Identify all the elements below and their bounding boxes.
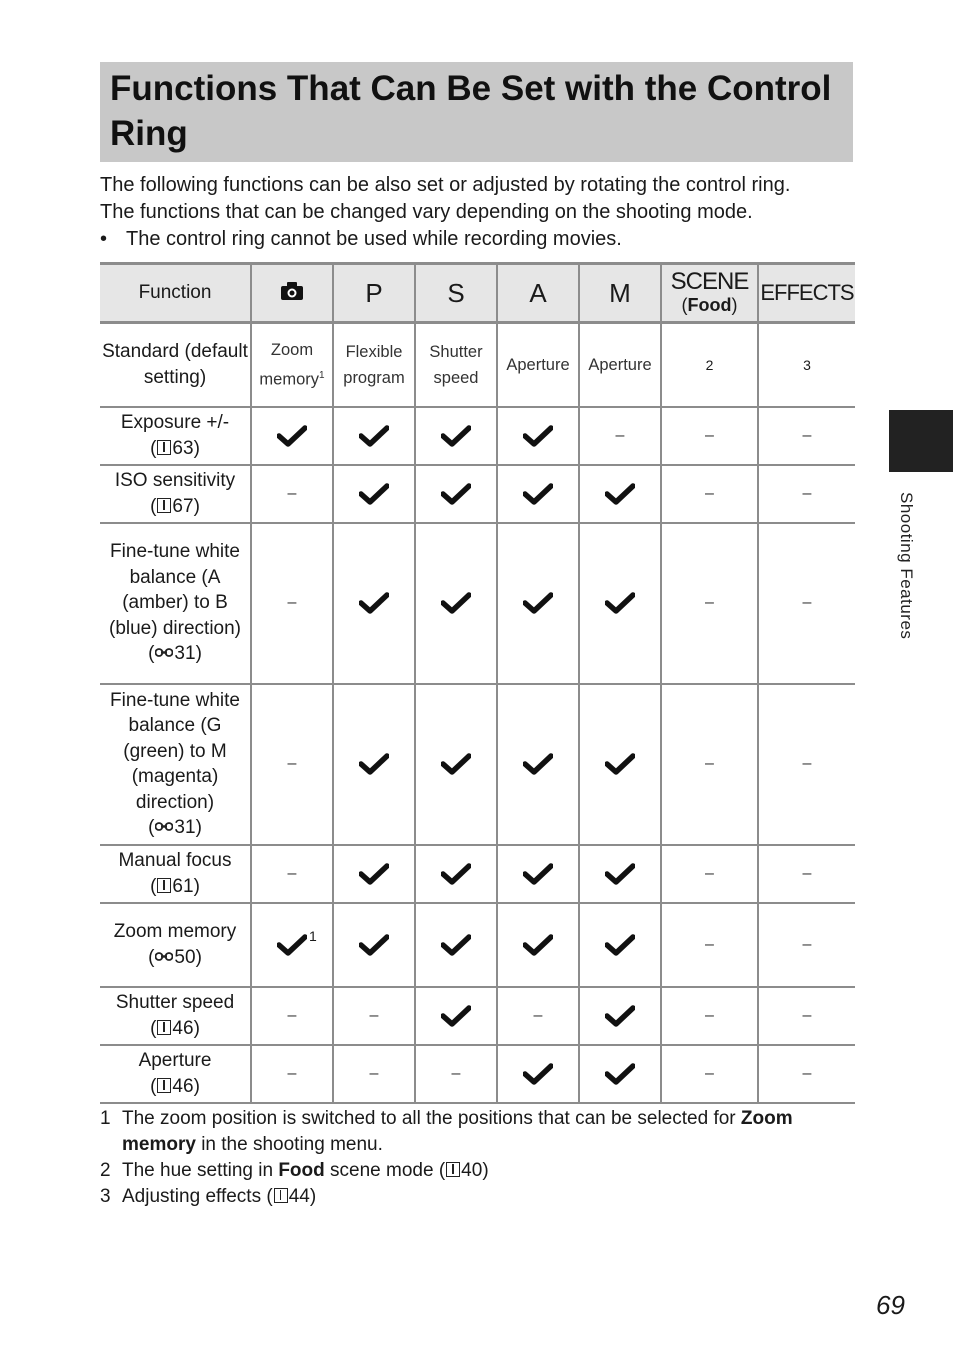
- cell-scene: –: [661, 465, 758, 523]
- cell-m: [579, 684, 661, 845]
- cell-a: [497, 407, 579, 465]
- check-icon: [441, 934, 471, 956]
- intro-text: [100, 172, 860, 253]
- check-icon: [359, 934, 389, 956]
- check-icon: [359, 863, 389, 885]
- cell-effects: 3: [758, 323, 855, 407]
- book-reference-icon: [157, 878, 171, 893]
- cell-scene: –: [661, 987, 758, 1045]
- table-row: [100, 684, 855, 845]
- reference-section-icon: [155, 949, 173, 964]
- cell-scene: –: [661, 903, 758, 987]
- cell-a: –: [497, 987, 579, 1045]
- row-label: Shutter speed ( 46): [100, 987, 251, 1045]
- check-icon: [605, 934, 635, 956]
- row-label: Exposure +/- ( 63): [100, 407, 251, 465]
- check-icon: [359, 592, 389, 614]
- table-row: [100, 465, 855, 523]
- footnote-3: 3 Adjusting effects ( 44): [100, 1184, 860, 1210]
- check-note: 1: [309, 927, 317, 944]
- cell-s: Shutter speed: [415, 323, 497, 407]
- cell-effects: –: [758, 845, 855, 903]
- cell-effects: –: [758, 987, 855, 1045]
- check-icon: [523, 934, 553, 956]
- cell-a: [497, 1045, 579, 1103]
- scene-food-label: (Food): [681, 295, 738, 315]
- cell-effects: –: [758, 523, 855, 684]
- cell-a: Aperture: [497, 323, 579, 407]
- cell-s: [415, 987, 497, 1045]
- cell-auto: –: [251, 684, 333, 845]
- check-icon: [605, 1005, 635, 1027]
- row-label: Fine-tune white balance (A (amber) to B (blue) direction) ( 31): [100, 523, 251, 684]
- check-icon: [441, 863, 471, 885]
- check-icon: [523, 753, 553, 775]
- cell-a: [497, 845, 579, 903]
- header-s: S: [415, 264, 497, 323]
- cell-a: [497, 903, 579, 987]
- cell-scene: –: [661, 845, 758, 903]
- header-function: Function: [100, 264, 251, 323]
- header-auto: [251, 264, 333, 323]
- book-reference-icon: [157, 440, 171, 455]
- bullet-dot-icon: •: [100, 228, 108, 250]
- header-m: M: [579, 264, 661, 323]
- check-icon: [605, 753, 635, 775]
- check-icon: [277, 934, 307, 956]
- book-reference-icon: [157, 1020, 171, 1035]
- table-row: [100, 903, 855, 987]
- cell-effects: –: [758, 903, 855, 987]
- check-icon: [441, 753, 471, 775]
- footnote-2: 2 The hue setting in Food scene mode ( 40): [100, 1158, 860, 1184]
- cell-auto: [251, 903, 333, 987]
- header-scene: [661, 264, 758, 323]
- row-label: Standard (default setting): [100, 323, 251, 407]
- row-label: Zoom memory ( 50): [100, 903, 251, 987]
- cell-a: [497, 684, 579, 845]
- cell-m: [579, 903, 661, 987]
- intro-bullet: [100, 226, 860, 253]
- row-label: Fine-tune white balance (G (green) to M (magenta) direction) ( 31): [100, 684, 251, 845]
- check-icon: [441, 1005, 471, 1027]
- check-icon: [359, 425, 389, 447]
- check-icon: [441, 592, 471, 614]
- table-row: [100, 407, 855, 465]
- cell-m: [579, 1045, 661, 1103]
- cell-p: Flexible program: [333, 323, 415, 407]
- row-label: ISO sensitivity ( 67): [100, 465, 251, 523]
- title-banner: [100, 62, 853, 162]
- check-icon: [359, 753, 389, 775]
- cell-m: –: [579, 407, 661, 465]
- cell-m: Aperture: [579, 323, 661, 407]
- check-icon: [605, 863, 635, 885]
- book-reference-icon: [157, 498, 171, 513]
- cell-auto: –: [251, 845, 333, 903]
- cell-p: [333, 845, 415, 903]
- check-icon: [523, 592, 553, 614]
- check-icon: [523, 863, 553, 885]
- cell-s: [415, 845, 497, 903]
- cell-auto: –: [251, 987, 333, 1045]
- cell-auto: –: [251, 1045, 333, 1103]
- cell-p: [333, 684, 415, 845]
- intro-line-1: The following functions can be also set or adjusted by rotating the control ring.: [100, 174, 791, 196]
- cell-m: [579, 845, 661, 903]
- check-icon: [359, 483, 389, 505]
- cell-scene: –: [661, 407, 758, 465]
- cell-s: [415, 684, 497, 845]
- cell-p: –: [333, 987, 415, 1045]
- check-icon: [605, 592, 635, 614]
- cell-p: [333, 465, 415, 523]
- cell-effects: –: [758, 684, 855, 845]
- check-with-note: [277, 927, 317, 956]
- reference-section-icon: [155, 819, 173, 834]
- cell-p: [333, 903, 415, 987]
- footnote-number: 1: [100, 1108, 111, 1129]
- header-p: P: [333, 264, 415, 323]
- book-reference-icon: [274, 1188, 288, 1203]
- check-icon: [605, 483, 635, 505]
- book-reference-icon: [446, 1162, 460, 1177]
- table-row: [100, 987, 855, 1045]
- cell-s: [415, 903, 497, 987]
- check-icon: [441, 425, 471, 447]
- book-reference-icon: [157, 1078, 171, 1093]
- cell-m: [579, 523, 661, 684]
- cell-auto: [251, 407, 333, 465]
- check-icon: [523, 483, 553, 505]
- footnote-number: 3: [100, 1186, 111, 1207]
- cell-effects: –: [758, 407, 855, 465]
- table-header-row: [100, 264, 855, 323]
- reference-section-icon: [155, 645, 173, 660]
- bullet-text: The control ring cannot be used while recording movies.: [126, 228, 622, 250]
- cell-p: [333, 407, 415, 465]
- cell-scene: –: [661, 684, 758, 845]
- cell-a: [497, 465, 579, 523]
- check-icon: [441, 483, 471, 505]
- check-icon: [605, 1063, 635, 1085]
- cell-m: [579, 465, 661, 523]
- check-icon: [523, 1063, 553, 1085]
- cell-s: [415, 465, 497, 523]
- scene-label: SCENE: [670, 268, 749, 295]
- table-row: [100, 523, 855, 684]
- page-number: 69: [876, 1290, 905, 1320]
- row-label: Aperture ( 46): [100, 1045, 251, 1103]
- table-row: [100, 1045, 855, 1103]
- cell-a: [497, 523, 579, 684]
- intro-line-2: The functions that can be changed vary depending on the shooting mode.: [100, 201, 753, 223]
- cell-effects: –: [758, 465, 855, 523]
- cell-p: [333, 523, 415, 684]
- footnote-number: 2: [100, 1160, 111, 1181]
- cell-p: –: [333, 1045, 415, 1103]
- cell-s: –: [415, 1045, 497, 1103]
- table-row: [100, 323, 855, 407]
- check-icon: [277, 425, 307, 447]
- section-tab: [889, 410, 953, 472]
- cell-s: [415, 523, 497, 684]
- footnote-1: 1 The zoom position is switched to all the positions that can be selected for Zoom memory in the shooting menu.: [100, 1108, 793, 1155]
- cell-scene: –: [661, 1045, 758, 1103]
- cell-auto: Zoom memory$^1$: [251, 323, 333, 407]
- cell-effects: –: [758, 1045, 855, 1103]
- check-icon: [523, 425, 553, 447]
- footnotes: [100, 1106, 860, 1210]
- page-title: Functions That Can Be Set with the Control Ring: [110, 69, 832, 153]
- cell-scene: 2: [661, 323, 758, 407]
- section-label: Shooting Features: [897, 492, 916, 640]
- control-ring-table: [100, 262, 855, 1104]
- cell-auto: –: [251, 465, 333, 523]
- cell-scene: –: [661, 523, 758, 684]
- cell-s: [415, 407, 497, 465]
- row-label: Manual focus ( 61): [100, 845, 251, 903]
- header-effects: EFFECTS: [758, 264, 855, 323]
- cell-m: [579, 987, 661, 1045]
- header-a: A: [497, 264, 579, 323]
- table-row: [100, 845, 855, 903]
- cell-auto: –: [251, 523, 333, 684]
- camera-icon: [280, 281, 304, 301]
